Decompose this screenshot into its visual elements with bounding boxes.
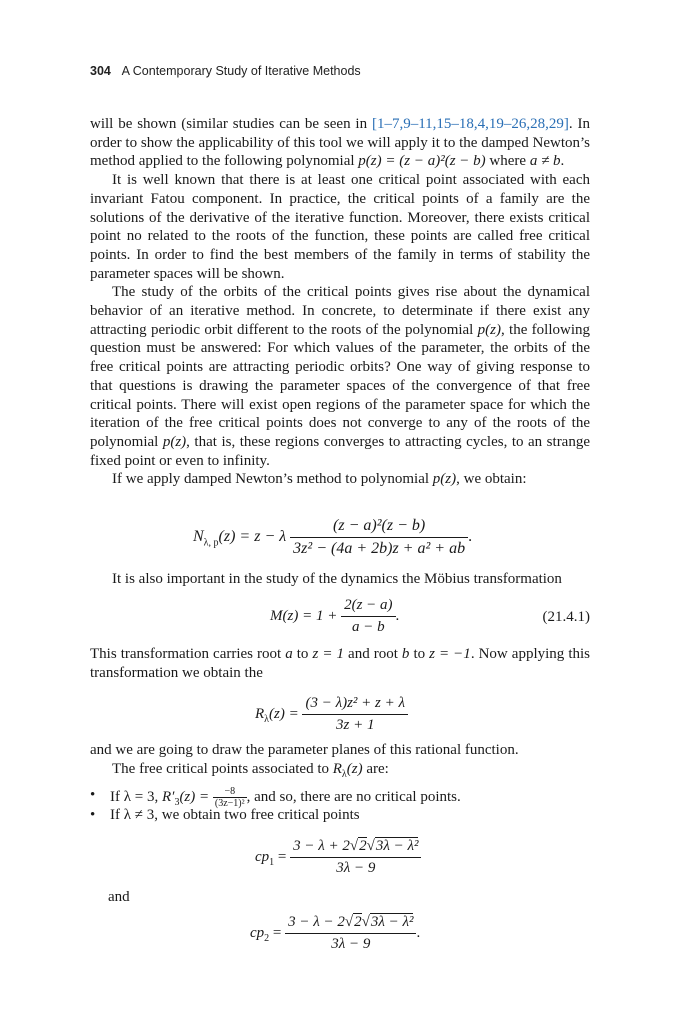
running-title: A Contemporary Study of Iterative Methods [121, 64, 361, 78]
paragraph-transformation: This transformation carries root a to z = 1 and root b to z = −1. Now applying this transformation we obtain the [90, 646, 590, 681]
equation-number: (21.4.1) [542, 609, 590, 625]
paragraph-critical-points: It is well known that there is at least one critical point associated with each invariant Fatou component. In practice, the critical points of a family are the solutions of the derivative of the iterative function. Moreover, there exists critical point no related to the roots of the function, these points are called free critical points. In order to find the best members of the family in terms of stability the parameter spaces will be shown. [90, 172, 590, 282]
running-header [90, 64, 361, 78]
page-number: 304 [90, 64, 111, 78]
paragraph-mobius: It is also important in the study of the dynamics the Möbius transformation [112, 571, 562, 587]
equation-cp1: $cp_1$ = $\frac{\text{3 − λ + 2√2√3λ − λ²}}{3\lambda - 9}$ [255, 838, 421, 877]
paragraph-damped-newton: If we apply damped Newton’s method to polynomial p(z), we obtain: [112, 471, 527, 488]
equation-cp2: $cp_2$ = $\frac{\text{3 − λ − 2√2√3λ − λ²}}{3\lambda - 9}$ . [250, 914, 421, 952]
equation-damped-newton: $N_{\lambda, p}(z) = z - \lambda$ $\frac{\text{(z − a)²(z − b)}}{\text{3z² − (4a + 2b)z + a² + ab}}$ . [193, 517, 473, 557]
paragraph-intro: will be shown (similar studies can be seen in [1–7,9–11,15–18,4,19–26,28,29]. In order to show the applicability of this tool we will apply it to the damped Newton’s method applied to the following polynomial p(z) = (z − a)²(z − b) where a ≠ b. It is well known that there is at least one critical point associated with each invariant Fatou component. In practice, the critical points of a family are the solutions of the derivative of the iterative function. Moreover, there exists critical point no related to the roots of the function, these points are called free critical points. In order to find the best members of the family in terms of stability the parameter spaces will be shown. The study of the orbits of the critical points gives rise about the dynamical behavior of an iterative method. In concrete, to determinate if there exist any attracting periodic orbit different to the roots of the polynomial p(z), the following question must be answered: For which values of the parameter, the orbits of the free critical points are attracting periodic orbits? One way of giving response to that questions is drawing the parameter spaces of the convergence of that free critical points. There will exist open regions of the parameter space for which the iteration of the free critical points does not converge to any of the roots of the polynomial p(z), that is, these regions converges to attracting cycles, to an strange fixed point or even to infinity. If we apply damped Newton’s method to polynomial p(z), we obtain: [90, 116, 591, 488]
paragraph-orbits: The study of the orbits of the critical points gives rise about the dynamical behavior of an iterative method. In concrete, to determinate if there exist any attracting periodic orbit different to the roots of the polynomial p(z), the following question must be answered: For which values of the parameter, the orbits of the free critical points are attracting periodic orbits? One way of giving response to that questions is drawing the parameter spaces of the convergence of that free critical points. There will exist open regions of the parameter space for which the iteration of the free critical points does not converge to any of the roots of the polynomial p(z), that is, these regions converges to attracting cycles, to an strange fixed point or even to infinity. [90, 284, 590, 469]
connector-and: and [108, 889, 130, 905]
equation-rational-function: $R_\lambda(z)$ = $\frac{\text{(3 − λ)z² + z + λ}}{3z + 1}$ [255, 695, 408, 734]
citation-link[interactable]: [1–7,9–11,15–18,4,19–26,28,29] [371, 116, 569, 132]
paragraph-parameter-planes: and we are going to draw the parameter planes of this rational function. The free critical points associated to $R_\lambda(z)$ are: [90, 742, 519, 780]
